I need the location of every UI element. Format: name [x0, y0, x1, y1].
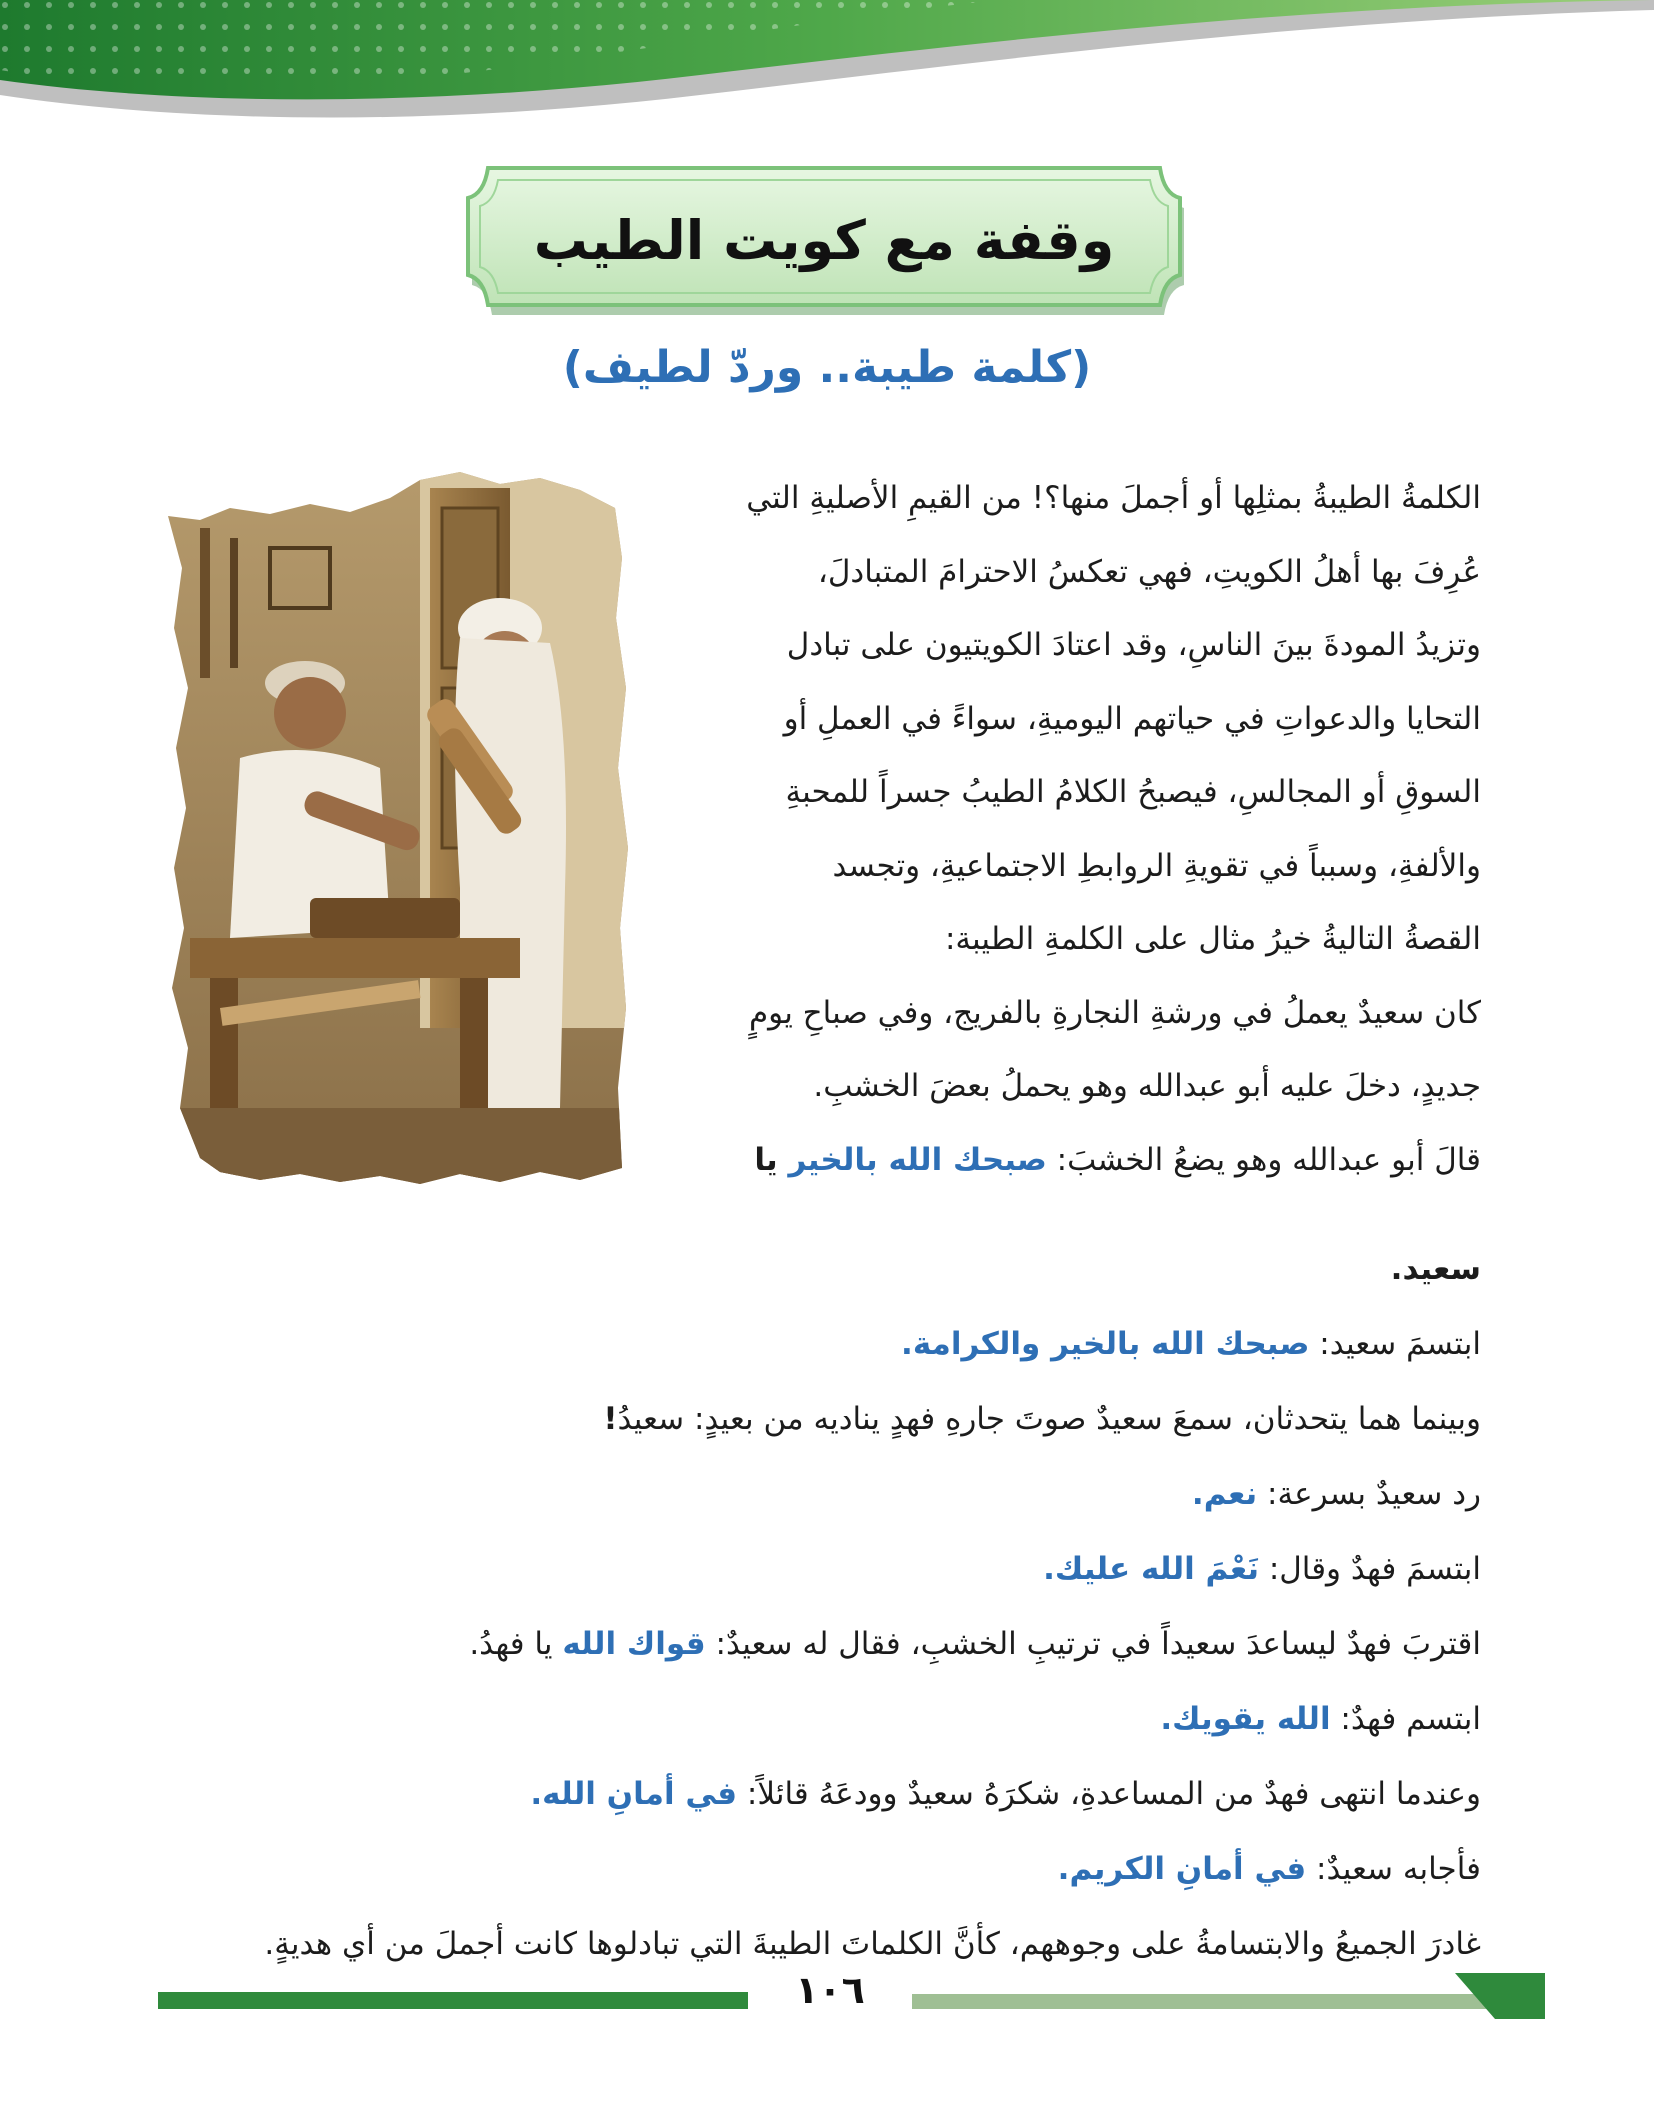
story-dialogue: [147, 1232, 1481, 1982]
dialogue-line: [147, 1382, 1481, 1457]
greeting-name: سعيد.: [1390, 1251, 1481, 1287]
subtitle: (كلمة طيبة.. وردّ لطيف): [562, 342, 1092, 393]
dialogue-text: ابتسمَ فهدٌ وقال:: [1258, 1551, 1481, 1587]
footer-bar-left: [158, 1992, 748, 2009]
intro-line: عُرِفَ بها أهلُ الكويتِ، فهي تعكسُ الاحترامَ المتبادلَ،: [817, 553, 1481, 590]
intro-line: وتزيدُ المودةَ بينَ الناسِ، وقد اعتادَ الكويتيون على تبادل: [786, 627, 1481, 663]
closing-paragraph: غادرَ الجميعُ والابتسامةُ على وجوههم، كأنَّ الكلماتَ الطيبةَ التي تبادلوها كانت أجملَ من أي هديةٍ.: [264, 1926, 1481, 1962]
dialogue-line: [147, 1307, 1481, 1382]
intro-line: القصةُ التاليةُ خيرُ مثال على الكلمةِ الطيبة:: [944, 921, 1481, 957]
intro-line: السوقِ أو المجالسِ، فيصبحُ الكلامُ الطيبُ جسراً للمحبةِ: [785, 774, 1481, 810]
dialogue-line: [147, 1682, 1481, 1757]
dialogue-text: وبينما هما يتحدثان، سمعَ سعيدٌ صوتَ جارهِ فهدٍ يناديه من بعيدٍ: سعيدُ: [617, 1401, 1481, 1437]
dialogue-text: اقتربَ فهدٌ ليساعدَ سعيداً في ترتيبِ الخشبِ، فقال له سعيدٌ:: [705, 1626, 1481, 1662]
carpenter-workshop-illustration: [160, 468, 630, 1188]
intro-line: التحايا والدعواتِ في حياتهم اليوميةِ، سواءً في العملِ أو: [783, 700, 1481, 737]
dialogue-text: رد سعيدٌ بسرعة:: [1257, 1476, 1481, 1512]
greeting-highlight: صبحك الله بالخير: [788, 1141, 1047, 1178]
intro-line: جديدٍ، دخلَ عليه أبو عبدالله وهو يحملُ بعضَ الخشبِ.: [813, 1068, 1481, 1104]
dialogue-suffix: يا فهدُ.: [469, 1626, 563, 1662]
dialogue-line: [147, 1532, 1481, 1607]
intro-line: والألفةِ، وسبباً في تقويةِ الروابطِ الاجتماعيةِ، وتجسد: [832, 847, 1481, 884]
dialogue-highlight: قواك الله: [562, 1626, 706, 1662]
footer-bar-right: [912, 1994, 1496, 2009]
dialogue-line: [147, 1457, 1481, 1532]
dialogue-text: فأجابه سعيدٌ:: [1306, 1851, 1481, 1887]
footer-tab-decoration: [1455, 1973, 1545, 2019]
intro-line: الكلمةُ الطيبةُ بمثلِها أو أجملَ منها؟! من القيمِ الأصليةِ التي: [746, 480, 1481, 516]
intro-paragraph: [639, 462, 1481, 1197]
dialogue-text: ابتسمَ سعيد:: [1309, 1326, 1481, 1362]
dialogue-line: [147, 1757, 1481, 1832]
page-number: ١٠٦: [795, 1968, 865, 2012]
dialogue-highlight: نعم.: [1191, 1476, 1258, 1512]
greeting-suffix: يا: [754, 1141, 789, 1178]
dialogue-highlight: نَعْمَ الله عليك.: [1043, 1551, 1259, 1587]
header-wave-decoration: [0, 0, 1654, 150]
dialogue-highlight: صبحك الله بالخير والكرامة.: [901, 1326, 1310, 1362]
dialogue-highlight: الله يقويك.: [1160, 1701, 1331, 1737]
dialogue-line: [147, 1832, 1481, 1907]
dialogue-highlight: في أمانِ الكريم.: [1057, 1851, 1307, 1887]
intro-line: كان سعيدٌ يعملُ في ورشةِ النجارةِ بالفريج، وفي صباحِ يومٍ: [748, 994, 1481, 1031]
title-banner: [458, 158, 1190, 323]
dialogue-highlight: في أمانِ الله.: [530, 1776, 738, 1812]
dialogue-text: وعندما انتهى فهدٌ من المساعدةِ، شكرَهُ سعيدٌ وودعَهُ قائلاً:: [737, 1776, 1481, 1812]
greeting-prefix: قالَ أبو عبدالله وهو يضعُ الخشبَ:: [1046, 1141, 1481, 1178]
dialogue-line: [147, 1607, 1481, 1682]
page-title: وقفة مع كويت الطيب: [533, 209, 1115, 272]
dialogue-text: ابتسم فهدٌ:: [1330, 1701, 1481, 1737]
greeting-line: [639, 1124, 1481, 1198]
dialogue-suffix: !: [603, 1401, 618, 1437]
